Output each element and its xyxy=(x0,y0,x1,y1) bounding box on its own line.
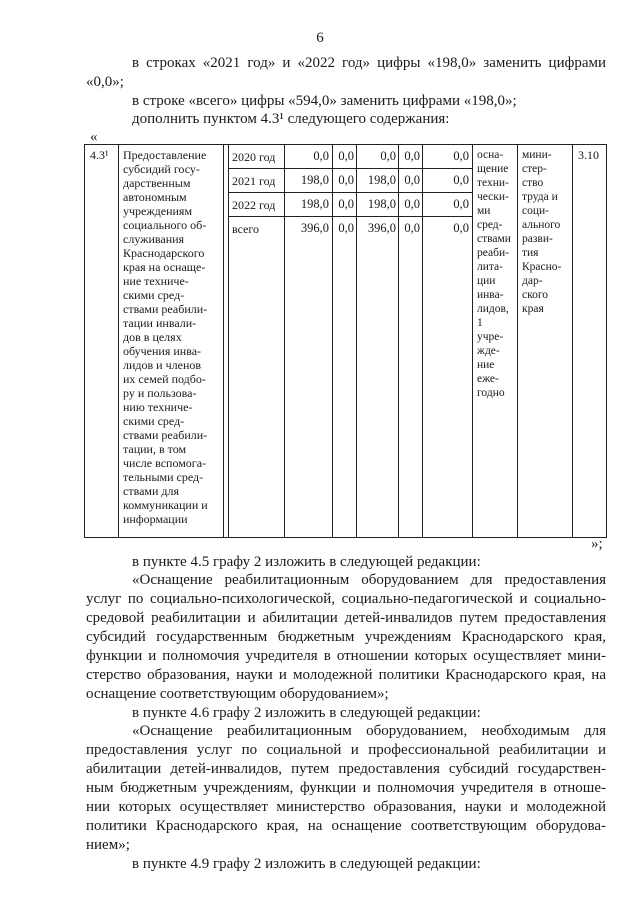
open-quote: « xyxy=(90,129,98,145)
text-line: политики Краснодарского края, на оснащение соответствующим оборудова- xyxy=(86,818,606,834)
page-number: 6 xyxy=(316,30,324,46)
paragraph-4-9-intro: в пункте 4.9 графу 2 изложить в следующей редакции: xyxy=(132,856,481,872)
text-line: предоставления услуг по социальной и профессиональной реабилитации и xyxy=(86,742,606,758)
value-cell: 0,0 xyxy=(453,149,469,163)
value-cell: 0,0 xyxy=(338,149,354,163)
paragraph-4-6-intro: в пункте 4.6 графу 2 изложить в следующей редакции: xyxy=(132,705,481,721)
table-divider xyxy=(572,144,573,538)
intro-line-3: дополнить пунктом 4.3¹ следующего содержания: xyxy=(132,111,450,127)
value-cell: 198,0 xyxy=(300,173,329,187)
text-line: услуг по социально-психологической, социально-педагогической и социально- xyxy=(86,591,606,607)
intro-line-1b: «0,0»; xyxy=(86,74,124,90)
table-divider xyxy=(223,144,224,538)
table-divider xyxy=(118,144,119,538)
intro-line-1: в строках «2021 год» и «2022 год» цифры «198,0» заменить цифрами xyxy=(132,55,606,71)
value-cell: 198,0 xyxy=(367,173,396,187)
item-description: Предоставление субсидий госу- дарственным автономным учреждениям социального об- служивания Краснодарского края на оснаще- ние техниче- скими сред- ствами реабили- тации инвали- дов в целях обучения инва- лидов и членов их семей подбо- ру и пользова- нию техниче- скими сред- ствами реабили- тации, в том числе вспомога- тельными сред- ствами для коммуникации и информации xyxy=(123,148,208,526)
text-line: «Оснащение реабилитационным оборудованием, необходимым для xyxy=(132,723,606,739)
value-cell: 0,0 xyxy=(313,149,329,163)
row-divider xyxy=(228,216,472,217)
text-line: средовой реабилитации и абилитации детей-инвалидов путем предоставления xyxy=(86,610,606,626)
value-cell: 0,0 xyxy=(404,221,420,235)
code-cell: 3.10 xyxy=(578,148,599,162)
text-line: ным бюджетным учреждениям, функции и полномочия учредителя в отноше- xyxy=(86,780,606,796)
value-cell: 198,0 xyxy=(300,197,329,211)
value-cell: 0,0 xyxy=(453,173,469,187)
text-line: оснащение соответствующим оборудованием»; xyxy=(86,686,389,702)
paragraph-4-5-intro: в пункте 4.5 графу 2 изложить в следующей редакции: xyxy=(132,554,481,570)
value-cell: 0,0 xyxy=(338,221,354,235)
text-line: «Оснащение реабилитационным оборудованием для предоставления xyxy=(132,572,606,588)
item-number: 4.3¹ xyxy=(90,148,109,162)
row-divider xyxy=(228,168,472,169)
close-quote: »; xyxy=(591,536,603,552)
value-cell: 0,0 xyxy=(338,197,354,211)
text-line: стерство образования, науки и молодежной политики Краснодарского края, на xyxy=(86,667,606,683)
value-cell: 0,0 xyxy=(404,149,420,163)
value-cell: 0,0 xyxy=(338,173,354,187)
text-line: субсидий государственным бюджетным учреждениям Краснодарского края, xyxy=(86,629,606,645)
value-cell: 0,0 xyxy=(380,149,396,163)
text-line: нием»; xyxy=(86,837,130,853)
result-cell: осна- щение техни- чески- ми сред- ствами реаби- лита- ции инва- лидов, 1 учре- жде- ние еже- годно xyxy=(477,149,511,399)
value-cell: 396,0 xyxy=(300,221,329,235)
table-divider xyxy=(472,144,473,538)
row-divider xyxy=(228,192,472,193)
value-cell: 0,0 xyxy=(453,197,469,211)
text-line: нии которых осуществляет министерство образования, науки и молодежной xyxy=(86,799,606,815)
period-cell: 2020 год xyxy=(232,150,276,164)
intro-line-2: в строке «всего» цифры «594,0» заменить цифрами «198,0»; xyxy=(132,93,517,109)
period-cell: 2021 год xyxy=(232,174,276,188)
period-cell: всего xyxy=(232,222,260,236)
text-line: абилитации детей-инвалидов, путем предоставления субсидий государствен- xyxy=(86,761,606,777)
period-cell: 2022 год xyxy=(232,198,276,212)
table-divider xyxy=(517,144,518,538)
plan-table xyxy=(84,144,607,538)
executor-cell: мини- стер- ство труда и соци- ального разви- тия Красно- дар- ского края xyxy=(522,149,562,315)
value-cell: 198,0 xyxy=(367,197,396,211)
value-cell: 0,0 xyxy=(453,221,469,235)
value-cell: 0,0 xyxy=(404,197,420,211)
value-cell: 396,0 xyxy=(367,221,396,235)
text-line: функции и полномочия учредителя в отношении которых осуществляет мини- xyxy=(86,648,606,664)
value-cell: 0,0 xyxy=(404,173,420,187)
table-divider xyxy=(228,144,229,538)
